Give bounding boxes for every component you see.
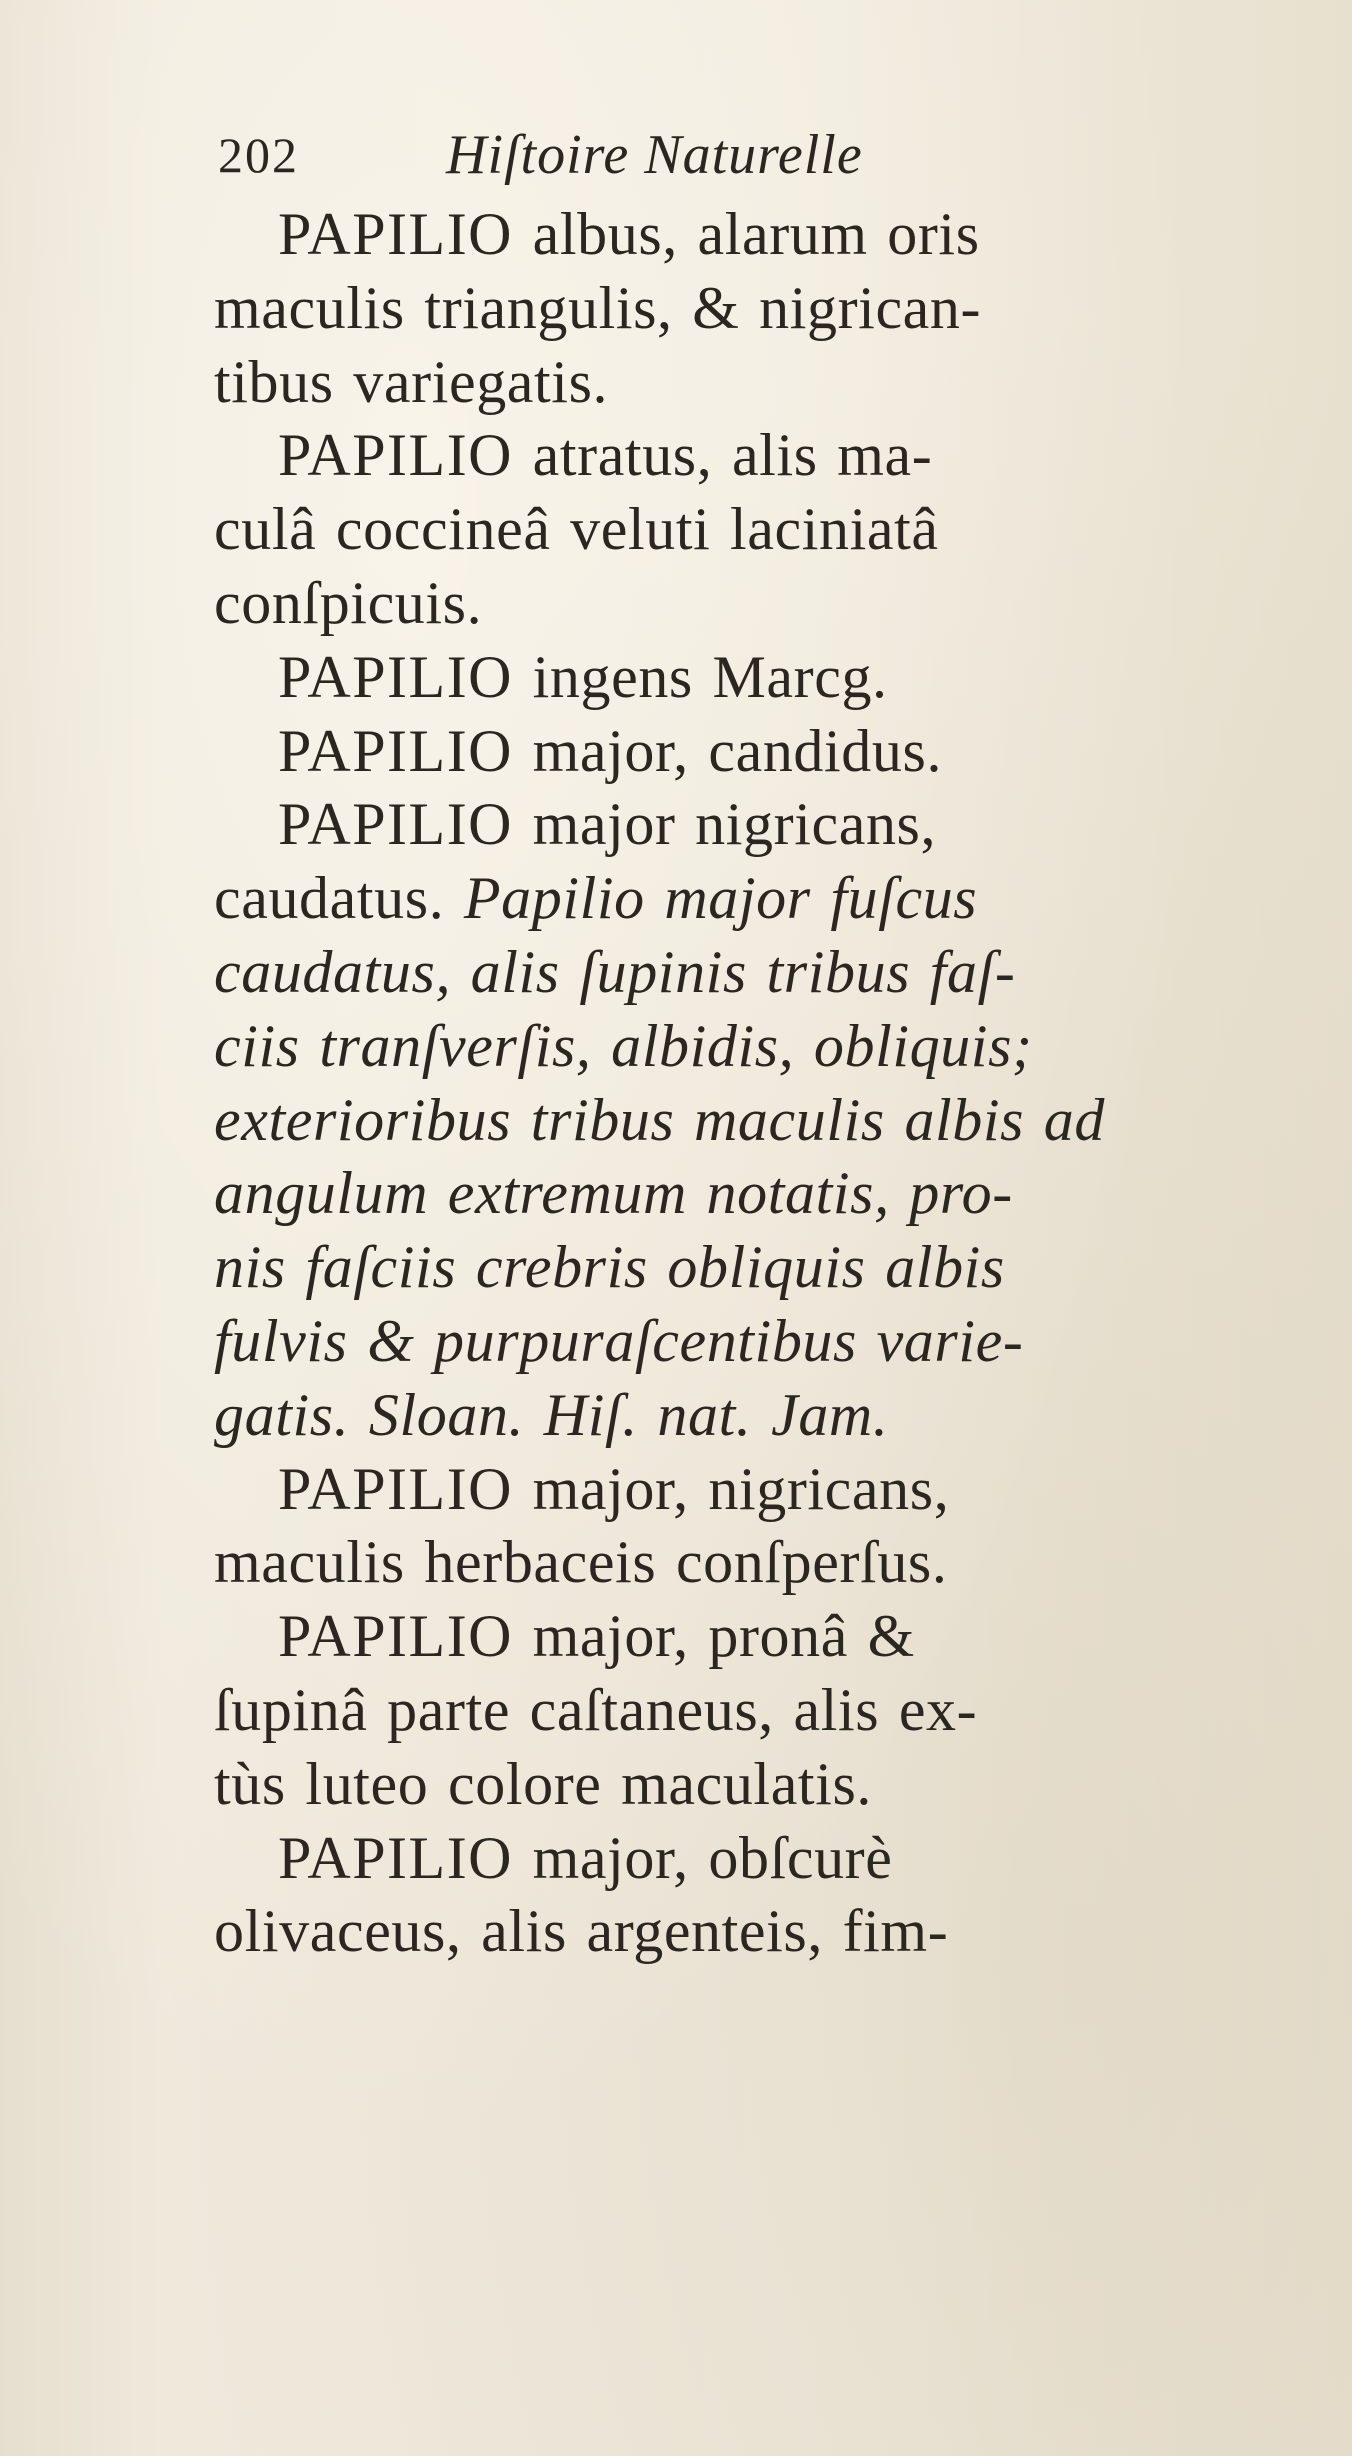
line-text: major, obſcurè bbox=[513, 1824, 893, 1891]
line-text: gatis. Sloan. Hiſ. nat. Jam. bbox=[214, 1381, 889, 1448]
line-text: exterioribus tribus maculis albis ad bbox=[214, 1086, 1105, 1153]
page-number: 202 bbox=[218, 127, 299, 183]
text-line bbox=[214, 1157, 1214, 1231]
line-text: major, nigricans, bbox=[513, 1455, 950, 1522]
text-line bbox=[214, 936, 1214, 1010]
text-line bbox=[214, 1526, 1214, 1600]
text-line bbox=[214, 1453, 1214, 1527]
text-line bbox=[214, 272, 1214, 346]
line-text: conſpicuis. bbox=[214, 569, 483, 636]
text-line bbox=[214, 862, 1214, 936]
body-text bbox=[214, 198, 1214, 1969]
text-line bbox=[214, 346, 1214, 420]
text-line bbox=[214, 1748, 1214, 1822]
page-header bbox=[218, 120, 1218, 190]
line-text: maculis herbaceis conſperſus. bbox=[214, 1529, 948, 1596]
line-text: atratus, alis ma- bbox=[513, 422, 933, 489]
text-line bbox=[214, 715, 1214, 789]
line-text: ingens Marcg. bbox=[513, 643, 888, 710]
entry-name: PAPILIO bbox=[278, 422, 514, 489]
entry-name: PAPILIO bbox=[278, 717, 514, 784]
text-line bbox=[214, 1010, 1214, 1084]
text-line bbox=[214, 1379, 1214, 1453]
line-text: albus, alarum oris bbox=[513, 201, 980, 267]
text-line bbox=[214, 493, 1214, 567]
line-text: ſupinâ parte caſtaneus, alis ex- bbox=[214, 1676, 978, 1743]
text-line bbox=[214, 1895, 1214, 1969]
text-line bbox=[214, 419, 1214, 493]
line-text: nis faſciis crebris obliquis albis bbox=[214, 1234, 1005, 1301]
text-line bbox=[214, 641, 1214, 715]
entry-name: PAPILIO bbox=[278, 1455, 514, 1522]
line-text: culâ coccineâ veluti laciniatâ bbox=[214, 496, 939, 563]
text-line bbox=[214, 788, 1214, 862]
line-text: tibus variegatis. bbox=[214, 348, 609, 415]
text-line bbox=[214, 198, 1214, 272]
entry-name: PAPILIO bbox=[278, 1603, 514, 1670]
line-text: maculis triangulis, & nigrican- bbox=[214, 274, 982, 341]
text-line bbox=[214, 567, 1214, 641]
text-line bbox=[214, 1305, 1214, 1379]
text-line bbox=[214, 1231, 1214, 1305]
text-line bbox=[214, 1822, 1214, 1896]
text-line bbox=[214, 1674, 1214, 1748]
line-text: Papilio major fuſcus bbox=[463, 865, 978, 932]
line-text: fulvis & purpuraſcentibus varie- bbox=[214, 1307, 1024, 1374]
text-line bbox=[214, 1600, 1214, 1674]
line-text: olivaceus, alis argenteis, fim- bbox=[214, 1898, 949, 1965]
line-text: major, candidus. bbox=[513, 717, 943, 784]
line-text: major, pronâ & bbox=[513, 1603, 915, 1670]
line-text: tùs luteo colore maculatis. bbox=[214, 1750, 873, 1817]
line-text: major nigricans, bbox=[513, 791, 937, 858]
running-title: Hiſtoire Naturelle bbox=[446, 124, 863, 186]
entry-name: PAPILIO bbox=[278, 1824, 514, 1891]
entry-name: PAPILIO bbox=[278, 201, 514, 267]
line-lead: caudatus. bbox=[214, 865, 464, 932]
line-text: caudatus, alis ſupinis tribus faſ- bbox=[214, 938, 1016, 1005]
line-text: angulum extremum notatis, pro- bbox=[214, 1160, 1013, 1227]
line-text: ciis tranſverſis, albidis, obliquis; bbox=[214, 1012, 1033, 1079]
entry-name: PAPILIO bbox=[278, 791, 514, 858]
entry-name: PAPILIO bbox=[278, 643, 514, 710]
text-line bbox=[214, 1084, 1214, 1158]
